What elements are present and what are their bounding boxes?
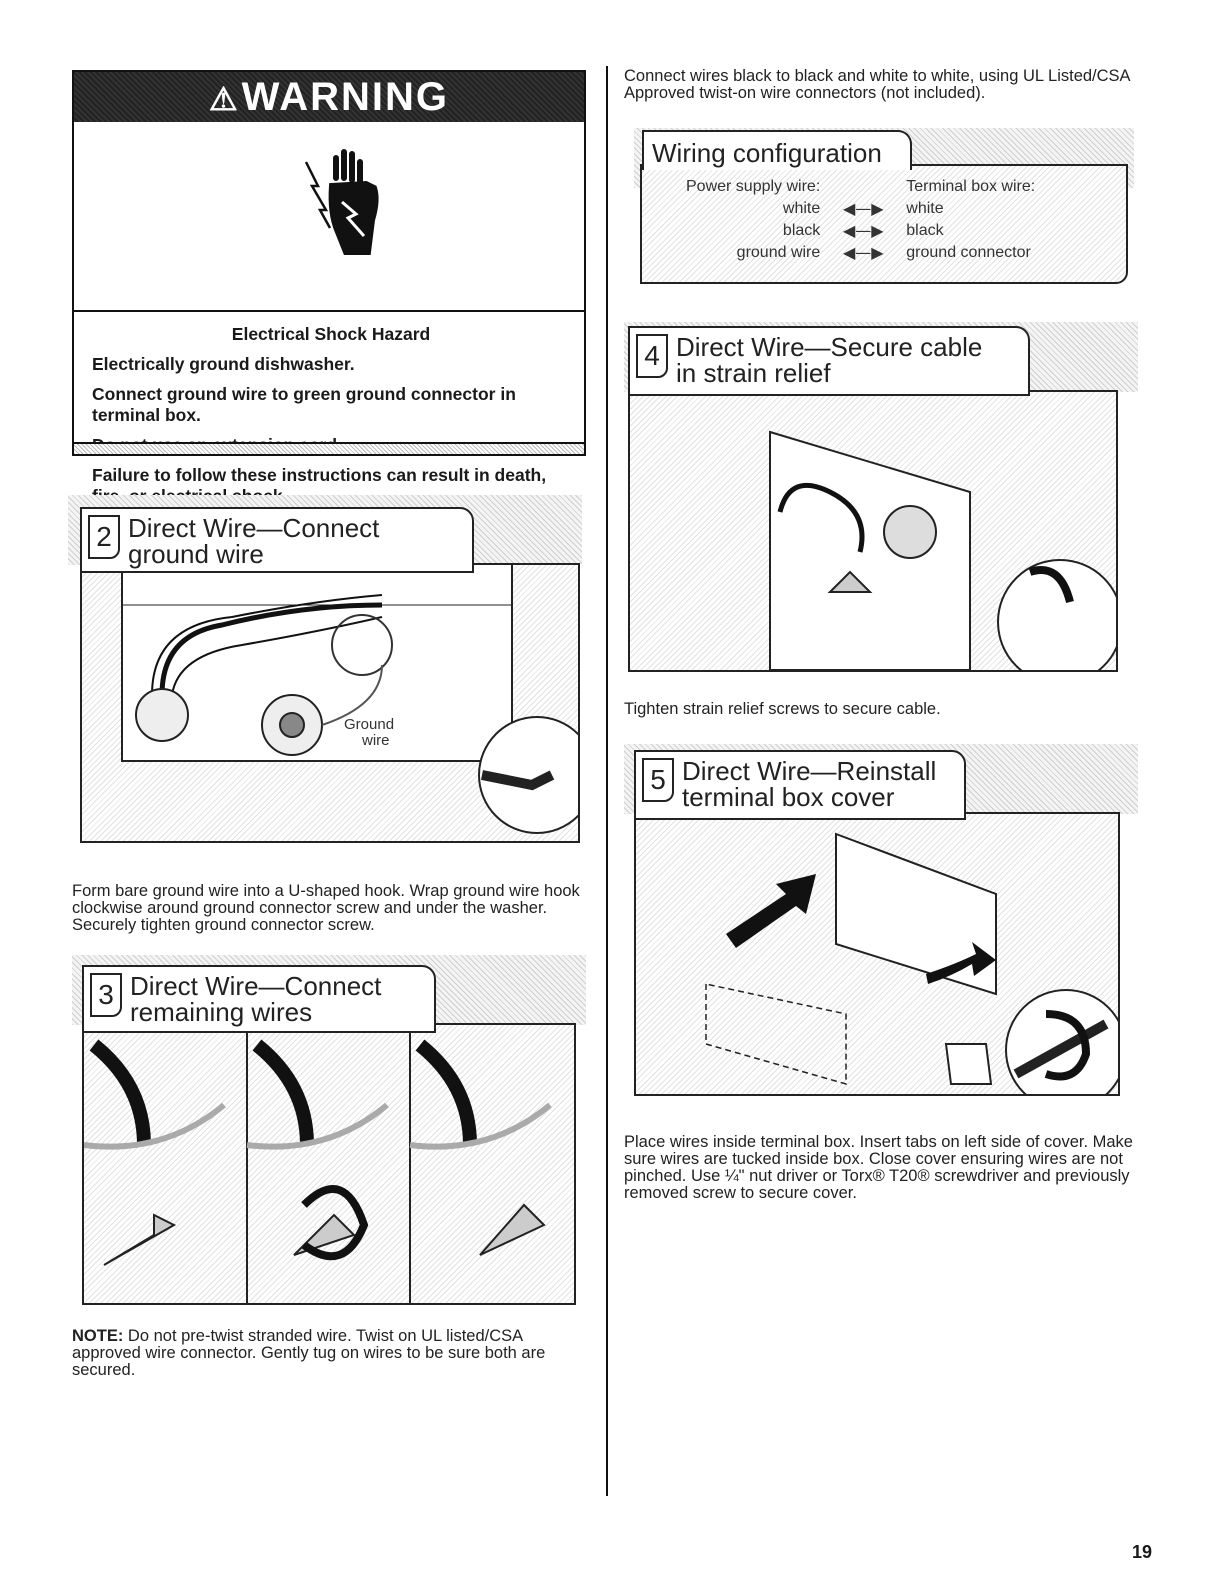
step-number: 2 <box>88 515 120 559</box>
step-2-panel <box>68 495 582 847</box>
step-number: 5 <box>642 758 674 802</box>
step-title-line1: Direct Wire—Connect <box>128 513 380 543</box>
shock-hazard-icon <box>74 124 584 312</box>
column-divider <box>606 66 608 1496</box>
page-number: 19 <box>1131 1542 1152 1562</box>
wiring-title: Wiring configuration <box>652 138 882 168</box>
step-5-illustration <box>634 812 1120 1096</box>
warning-line: Electrically ground dishwasher. <box>92 354 355 374</box>
note-text: Do not pre-twist stranded wire. Twist on UL listed/CSA approved wire connector. Gently tug on wires to be sure both are secured. <box>72 1327 546 1379</box>
step-number: 4 <box>636 334 668 378</box>
warning-header <box>74 72 584 122</box>
step-4-caption: Tighten strain relief screws to secure cable. <box>624 700 941 718</box>
note-label: NOTE: <box>72 1327 124 1345</box>
intro-text: Connect wires black to black and white to white, using UL Listed/CSA Approved twist-on wire connectors (not included). <box>624 67 1130 102</box>
step-4-panel <box>624 322 1138 692</box>
step-title-line2: ground wire <box>128 539 264 569</box>
step-5-caption: Place wires inside terminal box. Insert tabs on left side of cover. Make sure wires are tucked inside box. Close cover ensuring wires are not pinched. Use ¼" nut driver or Torx® T20® screwdriver and previously removed screw to secure cover. <box>624 1133 1133 1202</box>
power-wire: ground wire <box>736 244 821 261</box>
terminal-cover-diagram <box>636 814 1118 1094</box>
warning-triangle-icon: ⚠ <box>208 81 240 117</box>
step-title-line2: terminal box cover <box>682 782 895 812</box>
strain-relief-diagram <box>630 392 1116 670</box>
step-title-line2: in strain relief <box>676 358 831 388</box>
step-2-title-tab <box>80 507 474 573</box>
step-5-panel <box>624 744 1138 1118</box>
ground-wire-diagram <box>82 565 578 841</box>
warning-box <box>72 70 586 485</box>
warning-footer-band <box>74 442 584 454</box>
step-number: 3 <box>90 973 122 1017</box>
step-3-illustration <box>82 1023 576 1305</box>
step-title-line1: Direct Wire—Connect <box>130 971 382 1001</box>
warning-body <box>92 324 570 516</box>
ground-wire-label-2: wire <box>362 732 390 749</box>
warning-line: Connect ground wire to green ground connector in terminal box. <box>92 384 516 425</box>
step-3-note <box>72 1328 586 1379</box>
terminal-wire: white <box>906 200 944 217</box>
wiring-configuration-box <box>634 124 1134 286</box>
double-arrow-icon: ◀—▶ <box>842 199 884 218</box>
step-2-caption: Form bare ground wire into a U-shaped hook. Wrap ground wire hook clockwise around ground connector screw and under the washer. Securely tighten ground connector screw. <box>72 882 580 934</box>
warning-header-text: WARNING <box>241 75 449 119</box>
wiring-title-tab <box>642 130 912 170</box>
step-2-illustration <box>80 563 580 843</box>
double-arrow-icon: ◀—▶ <box>842 243 884 262</box>
wiring-table <box>682 176 1039 264</box>
step-title-line1: Direct Wire—Reinstall <box>682 756 937 786</box>
step-title-line2: remaining wires <box>130 997 313 1027</box>
terminal-wire: ground connector <box>906 244 1031 261</box>
step-5-title-tab <box>634 750 966 820</box>
terminal-header: Terminal box wire: <box>906 178 1036 195</box>
connect-wires-diagram <box>84 1025 574 1303</box>
terminal-wire: black <box>906 222 944 239</box>
power-wire: black <box>782 222 821 239</box>
hazard-title: Electrical Shock Hazard <box>231 324 431 344</box>
step-4-illustration <box>628 390 1118 672</box>
step-title-line1: Direct Wire—Secure cable <box>676 332 983 362</box>
power-header: Power supply wire: <box>686 178 821 195</box>
ground-wire-label: Ground <box>344 716 395 733</box>
step-3-panel <box>72 955 586 1307</box>
wiring-table-panel <box>640 164 1128 284</box>
step-3-title-tab <box>82 965 436 1033</box>
warning-line: Failure to follow these instructions can result in death, <box>92 465 547 485</box>
step-4-title-tab <box>628 326 1030 396</box>
power-wire: white <box>782 200 821 217</box>
double-arrow-icon: ◀—▶ <box>842 221 884 240</box>
